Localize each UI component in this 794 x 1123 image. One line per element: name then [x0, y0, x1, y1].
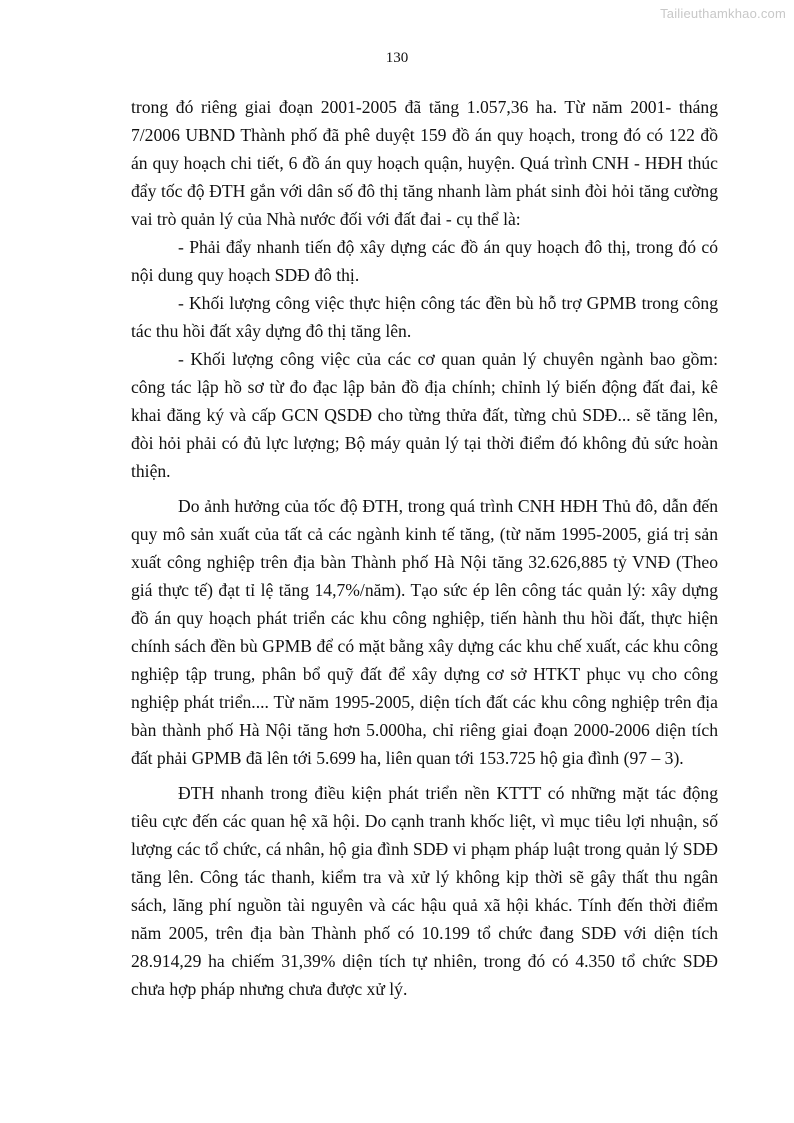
page-number: 130 [385, 50, 409, 66]
paragraph-negative-effects: ĐTH nhanh trong điều kiện phát triển nền KTTT có những mặt tác động tiêu cực đến các quan hệ xã hội. Do cạnh tranh khốc liệt, vì mục tiêu lợi nhuận, số lượng các tổ chức, cá nhân, hộ gia đình SDĐ vi phạm pháp luật trong quản lý SDĐ tăng lên. Công tác thanh, kiểm tra và xử lý không kịp thời sẽ gây thất thu ngân sách, lãng phí nguồn tài nguyên và các hậu quả xã hội khác. Tính đến thời điểm năm 2005, trên địa bàn Thành phố có 10.199 tổ chức đang SDĐ với diện tích 28.914,29 ha chiếm 31,39% diện tích tự nhiên, trong đó có 4.350 tổ chức SDĐ chưa hợp pháp nhưng chưa được xử lý. [131, 783, 718, 999]
bullet-item-urban-planning: - Phải đẩy nhanh tiến độ xây dựng các đồ án quy hoạch đô thị, trong đó có nội dung quy hoạch SDĐ đô thị. [131, 237, 718, 285]
bullet-item-compensation: - Khối lượng công việc thực hiện công tác đền bù hỗ trợ GPMB trong công tác thu hồi đất xây dựng đô thị tăng lên. [131, 293, 718, 341]
paragraph-continuation: trong đó riêng giai đoạn 2001-2005 đã tăng 1.057,36 ha. Từ năm 2001- tháng 7/2006 UBND Thành phố đã phê duyệt 159 đồ án quy hoạch, trong đó có 122 đồ án quy hoạch chi tiết, 6 đồ án quy hoạch quận, huyện. Quá trình CNH - HĐH thúc đẩy tốc độ ĐTH gắn với dân số đô thị tăng nhanh làm phát sinh đòi hỏi tăng cường vai trò quản lý của Nhà nước đối với đất đai - cụ thể là: [131, 97, 718, 229]
watermark: Tailieuthamkhao.com [660, 6, 786, 21]
bullet-item-management-agencies: - Khối lượng công việc của các cơ quan quản lý chuyên ngành bao gồm: công tác lập hồ sơ từ đo đạc lập bản đồ địa chính; chỉnh lý biến động đất đai, kê khai đăng ký và cấp GCN QSDĐ cho từng thửa đất, từng chủ SDĐ... sẽ tăng lên, đòi hỏi phải có đủ lực lượng; Bộ máy quản lý tại thời điểm đó không đủ sức hoàn thiện. [131, 349, 718, 481]
paragraph-urbanization-impact: Do ảnh hưởng của tốc độ ĐTH, trong quá trình CNH HĐH Thủ đô, dẫn đến quy mô sản xuất của tất cả các ngành kinh tế tăng, (từ năm 1995-2005, giá trị sản xuất công nghiệp trên địa bàn Thành phố Hà Nội tăng 32.626,885 tỷ VNĐ (Theo giá thực tế) đạt tỉ lệ tăng 14,7%/năm). Tạo sức ép lên công tác quản lý: xây dựng đồ án quy hoạch phát triển các khu công nghiệp, tiến hành thu hồi đất, thực hiện chính sách đền bù GPMB để có mặt bằng xây dựng các khu chế xuất, các khu công nghiệp tập trung, phân bổ quỹ đất để xây dựng cơ sở HTKT phục vụ cho công nghiệp phát triển.... Từ năm 1995-2005, diện tích đất các khu công nghiệp trên địa bàn thành phố Hà Nội tăng hơn 5.000ha, chỉ riêng giai đoạn 2000-2006 diện tích đất phải GPMB đã lên tới 5.699 ha, liên quan tới 153.725 hộ gia đình (97 – 3). [131, 496, 718, 768]
document-body [131, 93, 718, 1003]
